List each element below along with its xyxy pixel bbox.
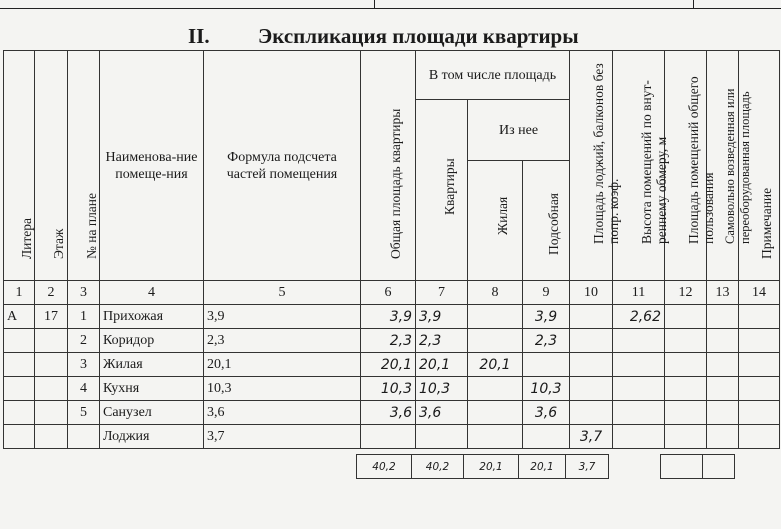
- top-divider: [374, 0, 375, 8]
- cell-height: [613, 353, 665, 377]
- cell-room-name: Прихожая: [100, 305, 204, 329]
- header-room-name: Наименова-ние помеще-ния: [100, 51, 204, 281]
- cell-auxiliary: 3,6: [523, 401, 570, 425]
- header-living: Жилая: [468, 161, 523, 281]
- cell-living: [468, 329, 523, 353]
- table-row: [4, 377, 780, 401]
- table-row: [4, 329, 780, 353]
- cell-loggia: 3,7: [570, 425, 613, 449]
- cell-room-name: Коридор: [100, 329, 204, 353]
- cell-living: [468, 377, 523, 401]
- cell-apartment: 20,1: [416, 353, 468, 377]
- cell-room-name: Жилая: [100, 353, 204, 377]
- top-border: [0, 0, 781, 9]
- cell-living: [468, 305, 523, 329]
- cell-formula: 3,6: [204, 401, 361, 425]
- col-number: 8: [468, 281, 523, 305]
- header-litera: Литера: [4, 51, 35, 281]
- cell-height: [613, 329, 665, 353]
- header-plan-no: № на плане: [68, 51, 100, 281]
- cell-formula: 20,1: [204, 353, 361, 377]
- auxiliary-area-sum: 20,1: [519, 455, 566, 479]
- cell-apartment: 2,3: [416, 329, 468, 353]
- col-number: 10: [570, 281, 613, 305]
- cell-loggia: [570, 401, 613, 425]
- cell-total: 10,3: [361, 377, 416, 401]
- cell-living: 20,1: [468, 353, 523, 377]
- cell-plan-no: 5: [68, 401, 100, 425]
- section-title: Экспликация площади квартиры: [258, 24, 579, 48]
- cell-height: 2,62: [613, 305, 665, 329]
- table-row: [4, 353, 780, 377]
- cell-auxiliary: 2,3: [523, 329, 570, 353]
- col-number: 7: [416, 281, 468, 305]
- cell-living: [468, 401, 523, 425]
- cell-litera: [4, 353, 35, 377]
- cell-total: 20,1: [361, 353, 416, 377]
- table-row: [4, 401, 780, 425]
- cell-plan-no: 3: [68, 353, 100, 377]
- cell-living: [468, 425, 523, 449]
- col-number: 3: [68, 281, 100, 305]
- header-self-built: Самовольно возведенная или переоборудованная площадь: [707, 51, 739, 281]
- cell-loggia: [570, 377, 613, 401]
- cell-height: [613, 425, 665, 449]
- cell-floor: 17: [35, 305, 68, 329]
- col-number: 9: [523, 281, 570, 305]
- cell-litera: [4, 401, 35, 425]
- cell-height: [613, 401, 665, 425]
- cell-litera: [4, 377, 35, 401]
- column-number-row: [4, 281, 780, 305]
- header-including: В том числе площадь: [416, 51, 570, 100]
- cell-room-name: Кухня: [100, 377, 204, 401]
- cell-plan-no: [68, 425, 100, 449]
- living-area-sum: 20,1: [464, 455, 519, 479]
- cell-total: 3,6: [361, 401, 416, 425]
- cell-plan-no: 4: [68, 377, 100, 401]
- cell-total: [361, 425, 416, 449]
- header-height: Высота помещений по внут-реннему обмеру, м: [613, 51, 665, 281]
- cell-floor: [35, 401, 68, 425]
- cell-auxiliary: [523, 353, 570, 377]
- cell-auxiliary: [523, 425, 570, 449]
- header-apartment: Квартиры: [416, 100, 468, 281]
- cell-floor: [35, 329, 68, 353]
- cell-floor: [35, 425, 68, 449]
- section-number: II.: [188, 24, 210, 48]
- cell-apartment: 3,9: [416, 305, 468, 329]
- cell-formula: 10,3: [204, 377, 361, 401]
- cell-apartment: 10,3: [416, 377, 468, 401]
- col-number: 1: [4, 281, 35, 305]
- cell-height: [613, 377, 665, 401]
- cell-floor: [35, 353, 68, 377]
- cell-total: 3,9: [361, 305, 416, 329]
- col-number: 6: [361, 281, 416, 305]
- header-formula: Формула подсчета частей помещения: [204, 51, 361, 281]
- col-number: 2: [35, 281, 68, 305]
- header-loggia-area: Площадь лоджий, балконов без попр. коэф.: [570, 51, 613, 281]
- cell-apartment: 3,6: [416, 401, 468, 425]
- col-number: 14: [739, 281, 780, 305]
- cell-loggia: [570, 329, 613, 353]
- col-number: 13: [707, 281, 739, 305]
- totals-row: [356, 454, 735, 479]
- header-note: Примечание: [739, 51, 780, 281]
- explication-table: [3, 50, 780, 449]
- cell-auxiliary: 10,3: [523, 377, 570, 401]
- cell-plan-no: 1: [68, 305, 100, 329]
- cell-formula: 2,3: [204, 329, 361, 353]
- header-auxiliary: Подсобная: [523, 161, 570, 281]
- header-total-area: Общая площадь квартиры: [361, 51, 416, 281]
- cell-apartment: [416, 425, 468, 449]
- apartment-area-sum: 40,2: [412, 455, 464, 479]
- col-number: 12: [665, 281, 707, 305]
- cell-room-name: Лоджия: [100, 425, 204, 449]
- cell-plan-no: 2: [68, 329, 100, 353]
- cell-litera: А: [4, 305, 35, 329]
- cell-litera: [4, 329, 35, 353]
- header-row: [4, 51, 780, 100]
- col-number: 11: [613, 281, 665, 305]
- col-number: 5: [204, 281, 361, 305]
- cell-loggia: [570, 353, 613, 377]
- table-row: [4, 425, 780, 449]
- header-common-area: Площадь помещений общего пользования: [665, 51, 707, 281]
- cell-litera: [4, 425, 35, 449]
- cell-formula: 3,7: [204, 425, 361, 449]
- top-divider: [693, 0, 694, 8]
- cell-room-name: Санузел: [100, 401, 204, 425]
- table-row: [4, 305, 780, 329]
- cell-total: 2,3: [361, 329, 416, 353]
- header-floor: Этаж: [35, 51, 68, 281]
- cell-loggia: [570, 305, 613, 329]
- cell-formula: 3,9: [204, 305, 361, 329]
- col-number: 4: [100, 281, 204, 305]
- loggia-area-sum: 3,7: [566, 455, 609, 479]
- total-area-sum: 40,2: [357, 455, 412, 479]
- header-of-which: Из нее: [468, 100, 570, 161]
- cell-floor: [35, 377, 68, 401]
- cell-auxiliary: 3,9: [523, 305, 570, 329]
